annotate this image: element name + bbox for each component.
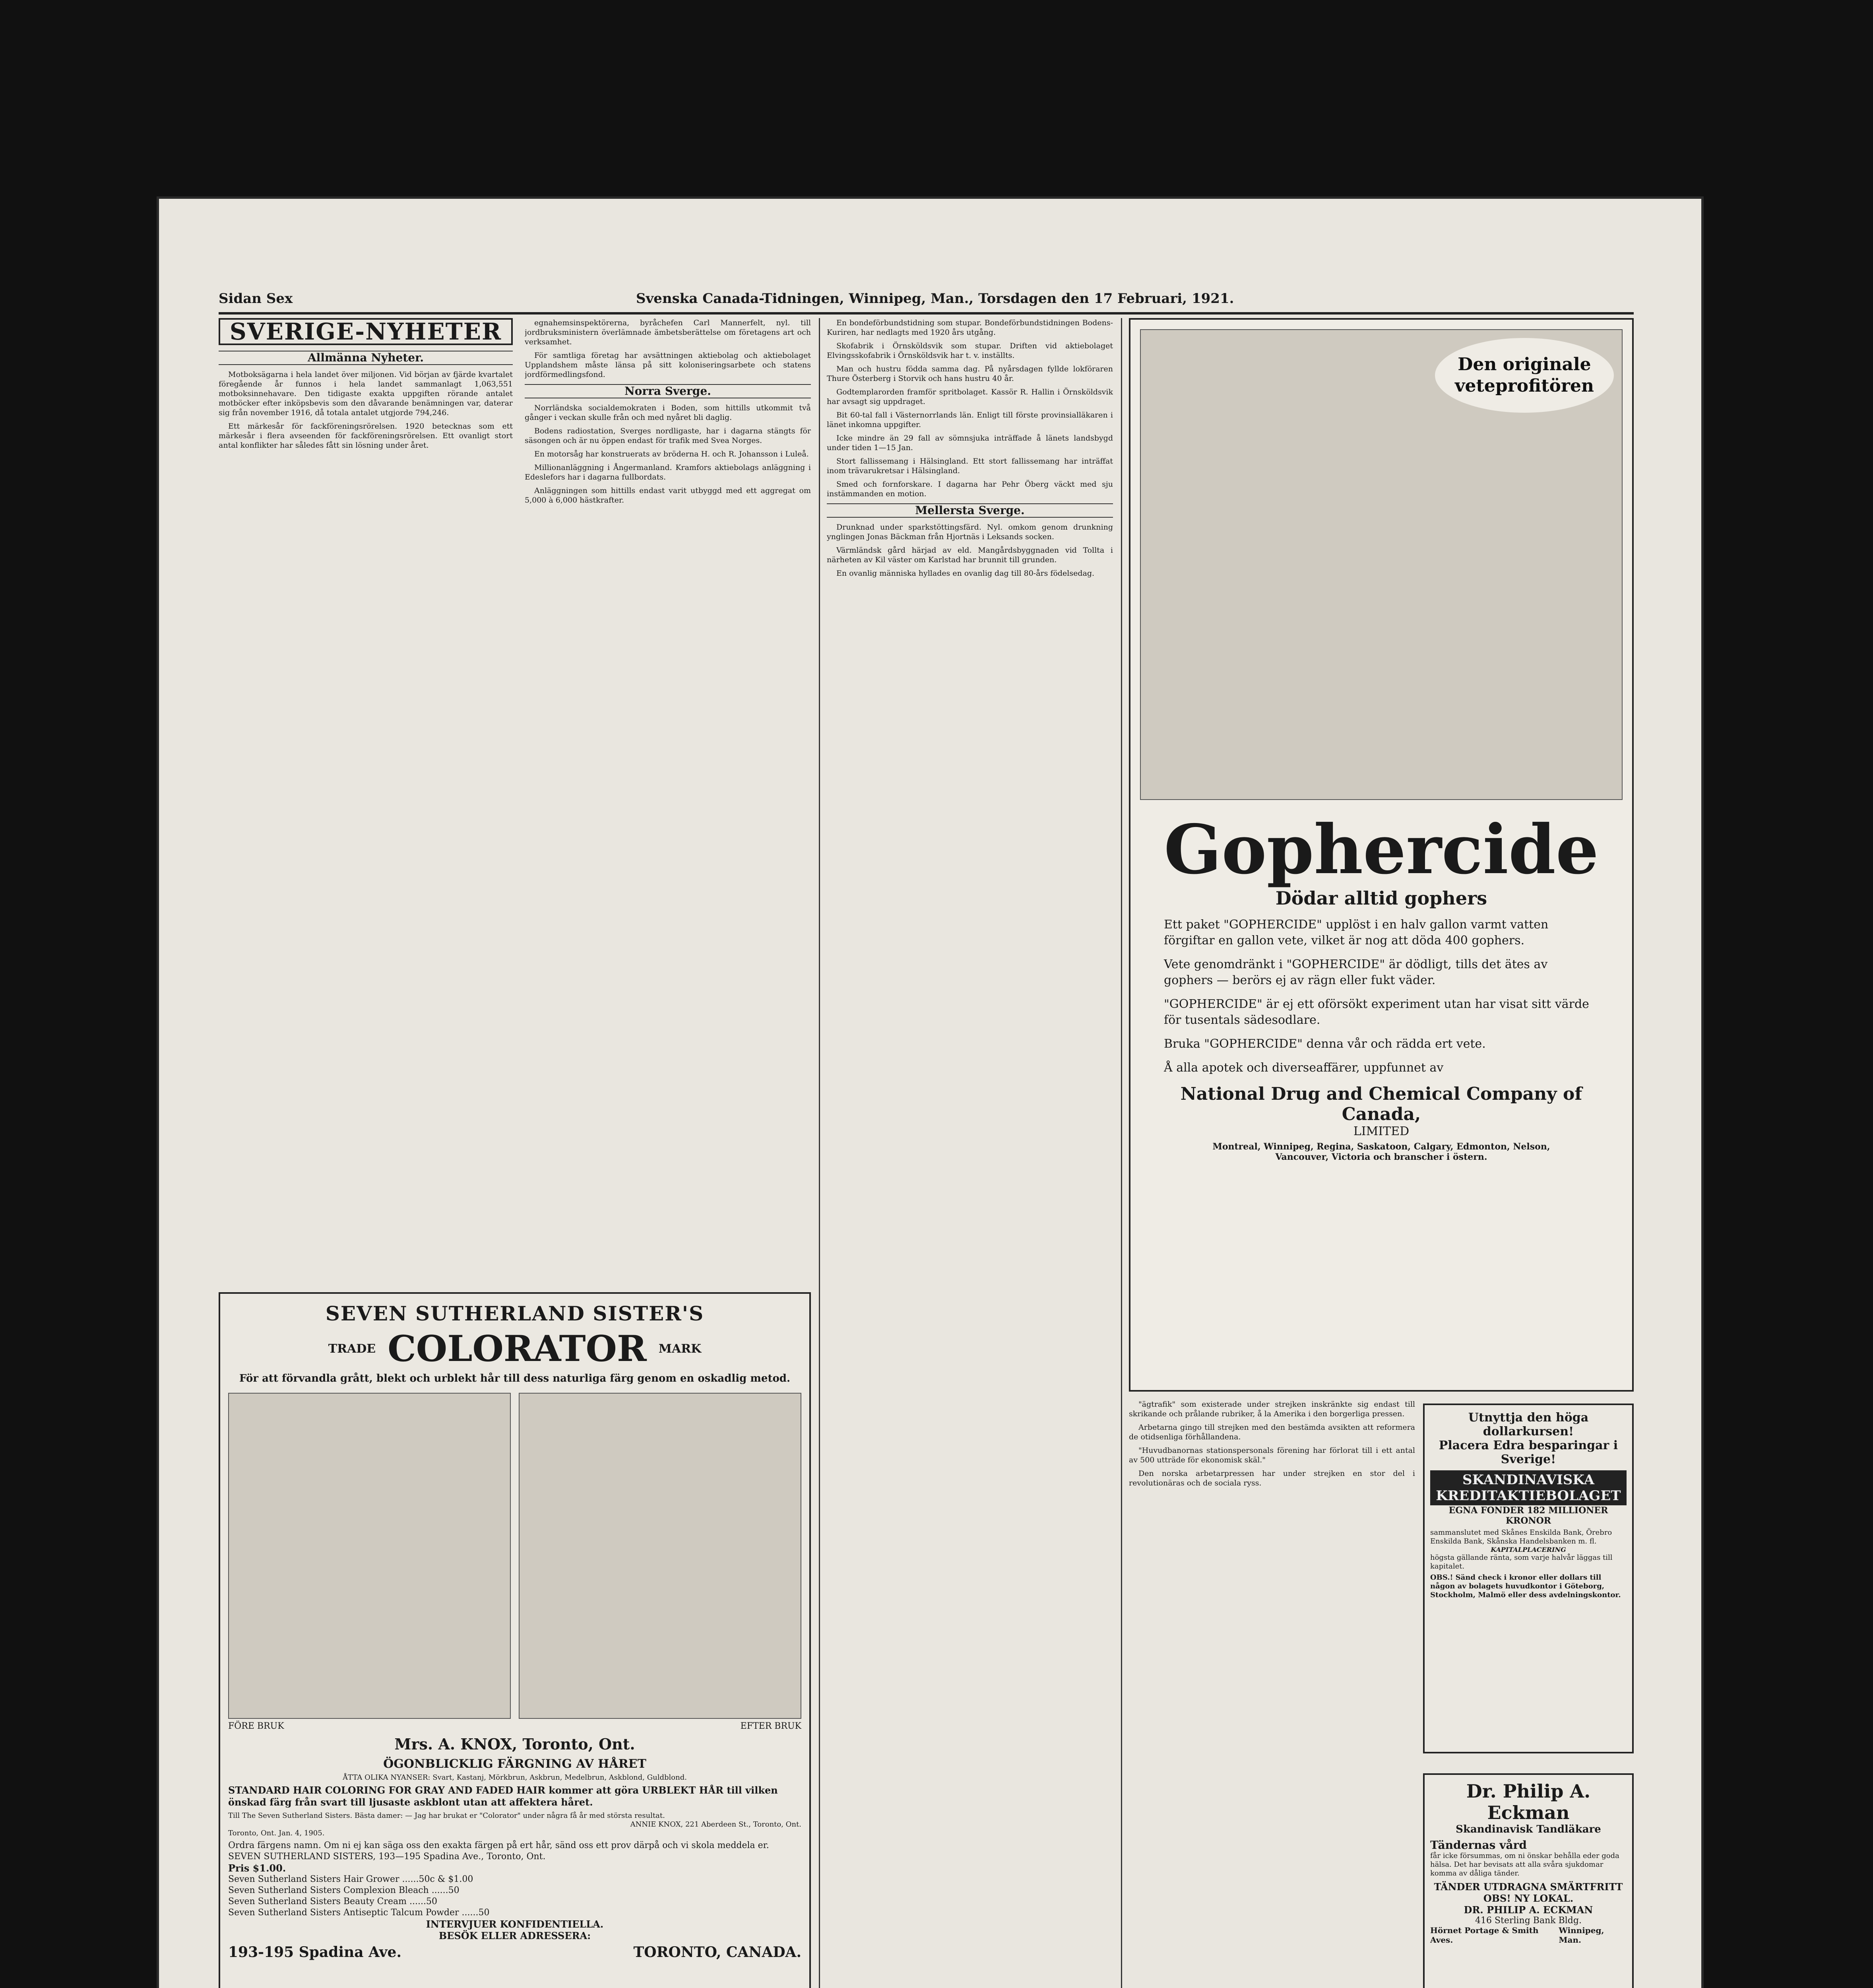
after-photo xyxy=(519,1393,801,1719)
article-paragraph: Ett märkesår för fackföreningsrörelsen. 1920 betecknas som ett märkesår i flera avseenden för fackföreningsrörelsen. Ett ovanligt stort antal konflikter har således fått sin lösning under året. xyxy=(219,422,513,450)
article-paragraph: Arbetarna gingo till strejken med den bestämda avsikten att reformera de otidsenliga förhållandena. xyxy=(1129,1423,1415,1441)
ad-headline: Utnyttja den höga dollarkursen! xyxy=(1468,1411,1589,1439)
ad-paragraph: Vete genomdränkt i "GOPHERCIDE" är dödligt, tills det ätes av gophers — berörs ej av rägn eller fukt väder. xyxy=(1164,957,1548,987)
company-suffix: LIMITED xyxy=(1353,1124,1410,1138)
article-paragraph: Millionanläggning i Ångermanland. Kramfors aktiebolags anläggning i Edeslefors har i dagarna fullbordats. xyxy=(525,463,811,481)
article-paragraph: Norrländska socialdemokraten i Boden, som hittills utkommit två gånger i veckan skulle från och med nyåret bli daglig. xyxy=(525,404,811,422)
dentist-name: Dr. Philip A. Eckman xyxy=(1466,1780,1591,1823)
gophercide-ad xyxy=(1129,318,1634,1392)
testimonial-date: Toronto, Ont. Jan. 4, 1905. xyxy=(228,1829,325,1837)
ad-address: 193-195 Spadina Ave. xyxy=(228,1944,401,1961)
article-paragraph: En ovanlig människa hyllades en ovanlig dag till 80-års födelsedag. xyxy=(836,569,1095,578)
article-paragraph: Smed och fornforskare. I dagarna har Pehr Öberg väckt med sju instämmanden en motion. xyxy=(827,480,1113,498)
ad-body: högsta gällande ränta, som varje halvår läggas till kapitalet. xyxy=(1430,1553,1613,1571)
ad-subhead: KAPITALPLACERING xyxy=(1491,1546,1566,1553)
masthead xyxy=(219,288,1634,315)
trade-label: TRADE xyxy=(328,1342,376,1356)
article-paragraph: För samtliga företag har avsättningen aktiebolag och aktiebolaget Upplandshem måste länsa på sitt koloniseringsarbete och statens jordförmedlingsfond. xyxy=(525,351,811,379)
article-paragraph: Stort fallissemang i Hälsingland. Ett stort fallissemang har inträffat inom trävarukretsar i Hälsingland. xyxy=(827,457,1113,475)
ad-headline: SEVEN SUTHERLAND SISTER'S xyxy=(325,1302,704,1325)
testimonial-name: Mrs. A. KNOX, Toronto, Ont. xyxy=(394,1735,635,1753)
ad-tagline: För att förvandla grått, blekt och urblekt hår till dess naturliga färg genom en oskadlig metod. xyxy=(239,1373,791,1384)
article-paragraph: Godtemplarorden framför spritbolaget. Kassör R. Hallin i Örnsköldsvik har avsagt sig uppdraget. xyxy=(827,388,1113,406)
brand-name: Gophercide xyxy=(1164,810,1599,889)
brand-name: COLORATOR xyxy=(388,1328,647,1370)
gopher-illustration xyxy=(1140,329,1623,800)
ad-paragraph: Ett paket "GOPHERCIDE" upplöst i en halv gallon varmt vatten förgiftar en gallon vete, vilket är nog att döda 400 gophers. xyxy=(1164,918,1549,947)
bank-funds: EGNA FONDER 182 MILLIONER KRONOR xyxy=(1448,1505,1608,1526)
ad-headline: Placera Edra besparingar i Sverige! xyxy=(1439,1439,1618,1466)
ad-city: TORONTO, CANADA. xyxy=(633,1944,801,1961)
ad-line: TÄNDER UTDRAGNA SMÄRTFRITT xyxy=(1434,1881,1623,1893)
column-rule xyxy=(1121,318,1122,1988)
ad-footer: INTERVJUER KONFIDENTIELLA. xyxy=(426,1918,604,1930)
section-subhead: Mellersta Sverge. xyxy=(827,503,1113,518)
article-paragraph: Den norska arbetarpressen har under strejken en stor del i revolutionäras och de sociala ryss. xyxy=(1129,1469,1415,1487)
before-caption: FÖRE BRUK xyxy=(228,1721,284,1731)
product-item: Seven Sutherland Sisters Hair Grower ......50c & $1.00 xyxy=(228,1874,473,1884)
article-paragraph: En motorsåg har konstruerats av bröderna H. och R. Johansson i Luleå. xyxy=(534,450,809,458)
article-paragraph: Motboksägarna i hela landet över miljonen. Vid början av fjärde kvartalet föregående år funnos i hela landet sammanlagt 1,063,551 motboksinnehavare. Den tidigaste exakta uppgiften rörande antalet motböcker efter inköpsbevis som den dåvarande benämningen var, daterar sig från november 1916, då totala antalet utgjorde 794,246. xyxy=(219,370,513,417)
ad-line: OBS! NY LOKAL. xyxy=(1483,1893,1574,1904)
column-rule xyxy=(819,318,820,1988)
bank-name: SKANDINAVISKA KREDITAKTIEBOLAGET xyxy=(1430,1470,1627,1505)
company-cities: Vancouver, Victoria och branscher i östern. xyxy=(1275,1152,1487,1162)
article-paragraph: Anläggningen som hittills endast varit utbyggd med ett aggregat om 5,000 à 6,000 hästkrafter. xyxy=(525,486,811,505)
article-paragraph: "ägtrafik" som existerade under strejken inskränkte sig endast till skrikande och prålande rubriker, å la Amerika i den borgerliga pressen. xyxy=(1129,1400,1415,1418)
article-paragraph: Icke mindre än 29 fall av sömnsjuka inträffade å länets landsbygd under tiden 1—15 Jan. xyxy=(827,434,1113,452)
article-paragraph: En bondeförbundstidning som stupar. Bondeförbundstidningen Bodens-Kuriren, har nedlagts med 1920 års utgång. xyxy=(827,318,1113,337)
article-paragraph: Värmländsk gård härjad av eld. Mangårdsbyggnaden vid Tollta i närheten av Kil väster om Karlstad har brunnit till grunden. xyxy=(827,546,1113,564)
ad-line: Hörnet Portage & Smith Aves. xyxy=(1430,1926,1539,1945)
ad-body: sammanslutet med Skånes Enskilda Bank, Örebro Enskilda Bank, Skånska Handelsbanken m. fl. xyxy=(1430,1528,1612,1545)
article-paragraph: Man och hustru födda samma dag. På nyårsdagen fyllde lokföraren Thure Österberg i Storvik och hans hustru 40 år. xyxy=(827,365,1113,383)
ad-footer: BESÖK ELLER ADRESSERA: xyxy=(438,1930,591,1941)
badge-line: Den originale xyxy=(1458,354,1591,375)
article-paragraph: egnahemsinspektörerna, byråchefen Carl Mannerfelt, nyl. till jordbruksministern överlämnade ämbetsberättelse om företagens art och verksamhet. xyxy=(525,318,811,346)
article-paragraph: Bit 60-tal fall i Västernorrlands län. Enligt till förste provinsialläkaren i länet inkomna uppgifter. xyxy=(827,411,1113,429)
product-list xyxy=(228,1874,801,1918)
ad-paragraph: Bruka "GOPHERCIDE" denna vår och rädda ert vete. xyxy=(1164,1037,1486,1051)
badge-line: veteprofitören xyxy=(1454,376,1594,396)
kredit-ad xyxy=(1423,1404,1634,1753)
article-paragraph: Bodens radiostation, Sverges nordligaste, har i dagarna stängts för säsongen och är nu öppen endast för trafik med Svea Norges. xyxy=(525,427,811,445)
ad-line: DR. PHILIP A. ECKMAN xyxy=(1464,1904,1593,1916)
ad-body xyxy=(1164,917,1599,1076)
order-text: Ordra färgens namn. Om ni ej kan säga oss den exakta färgen på ert hår, sänd oss ett prov därpå och vi skola meddela er. SEVEN SUTHERLAND SISTERS, 193—195 Spadina Ave., Toronto, Ont. xyxy=(228,1840,769,1862)
mark-label: MARK xyxy=(658,1342,702,1356)
page-number: Sidan Sex xyxy=(219,291,293,307)
ad-tagline: Dödar alltid gophers xyxy=(1275,887,1487,909)
ad-body: STANDARD HAIR COLORING FOR GRAY AND FADED HAIR kommer att göra URBLEKT HÅR till vilken önskad färg från svart till ljusaste askblont utan att affektera håret. xyxy=(228,1784,778,1808)
before-photo xyxy=(228,1393,511,1719)
shades-list: ÅTTA OLIKA NYANSER: Svart, Kastanj, Mörkbrun, Askbrun, Medelbrun, Askblond, Guldblond. xyxy=(343,1773,687,1782)
product-item: Seven Sutherland Sisters Antiseptic Talcum Powder ......50 xyxy=(228,1908,490,1918)
column-norra-sverge xyxy=(525,318,811,1272)
eckman-ad xyxy=(1423,1773,1634,1988)
after-caption: EFTER BRUK xyxy=(740,1721,801,1731)
product-item: Seven Sutherland Sisters Complexion Bleach ......50 xyxy=(228,1885,460,1895)
colorator-ad xyxy=(219,1292,811,1988)
ad-line: Winnipeg, Man. xyxy=(1559,1926,1604,1945)
testimonial-signature: ANNIE KNOX, 221 Aberdeen St., Toronto, Ont. xyxy=(630,1820,801,1829)
product-item: Seven Sutherland Sisters Beauty Cream ......50 xyxy=(228,1897,437,1906)
ad-body: får icke försummas, om ni önskar behålla eder goda hälsa. Det har bevisats att alla svåra sjukdomar komma av dåliga tänder. xyxy=(1430,1852,1619,1877)
column-news-3 xyxy=(827,318,1113,1988)
section-title: SVERIGE-NYHETER xyxy=(219,318,513,345)
ad-subhead: ÖGONBLICKLIG FÄRGNING AV HÅRET xyxy=(383,1757,646,1771)
column-sverige-nyheter xyxy=(219,318,513,1272)
price: Pris $1.00. xyxy=(228,1862,286,1874)
testimonial-text: Till The Seven Sutherland Sisters. Bästa damer: — Jag har brukat er "Colorator" under några få år med största resultat. xyxy=(228,1811,665,1820)
ad-paragraph: Å alla apotek och diverseaffärer, uppfunnet av xyxy=(1164,1061,1444,1075)
ad-line: 416 Sterling Bank Bldg. xyxy=(1475,1916,1582,1926)
ad-subhead: Tändernas vård xyxy=(1430,1839,1527,1852)
ad-note: OBS.! Sänd check i kronor eller dollars till någon av bolagets huvudkontor i Göteborg, Stockholm, Malmö eller dess avdelningskontor. xyxy=(1430,1573,1621,1599)
newspaper-page xyxy=(159,199,1701,1988)
column-news-5 xyxy=(1129,1400,1415,1988)
section-subhead: Norra Sverge. xyxy=(525,384,811,398)
ad-paragraph: "GOPHERCIDE" är ej ett oförsökt experiment utan har visat sitt värde för tusentals sädesodlare. xyxy=(1164,997,1589,1027)
article-paragraph: Skofabrik i Örnsköldsvik som stupar. Driften vid aktiebolaget Elvingsskofabrik i Örnsköldsvik har t. v. inställts. xyxy=(827,342,1113,360)
article-paragraph: "Huvudbanornas stationspersonals förening har förlorat till i ett antal av 500 utträde för ekonomisk skäl." xyxy=(1129,1446,1415,1464)
dentist-title: Skandinavisk Tandläkare xyxy=(1456,1823,1601,1835)
article-paragraph: Drunknad under sparkstöttingsfärd. Nyl. omkom genom drunkning ynglingen Jonas Bäckman från Hjortnäs i Leksands socken. xyxy=(827,523,1113,541)
company-cities: Montreal, Winnipeg, Regina, Saskatoon, Calgary, Edmonton, Nelson, xyxy=(1212,1142,1550,1152)
section-subhead: Allmänna Nyheter. xyxy=(219,351,513,365)
company-name: National Drug and Chemical Company of Canada, xyxy=(1180,1084,1582,1124)
publication-line: Svenska Canada-Tidningen, Winnipeg, Man., Torsdagen den 17 Februari, 1921. xyxy=(636,291,1234,307)
